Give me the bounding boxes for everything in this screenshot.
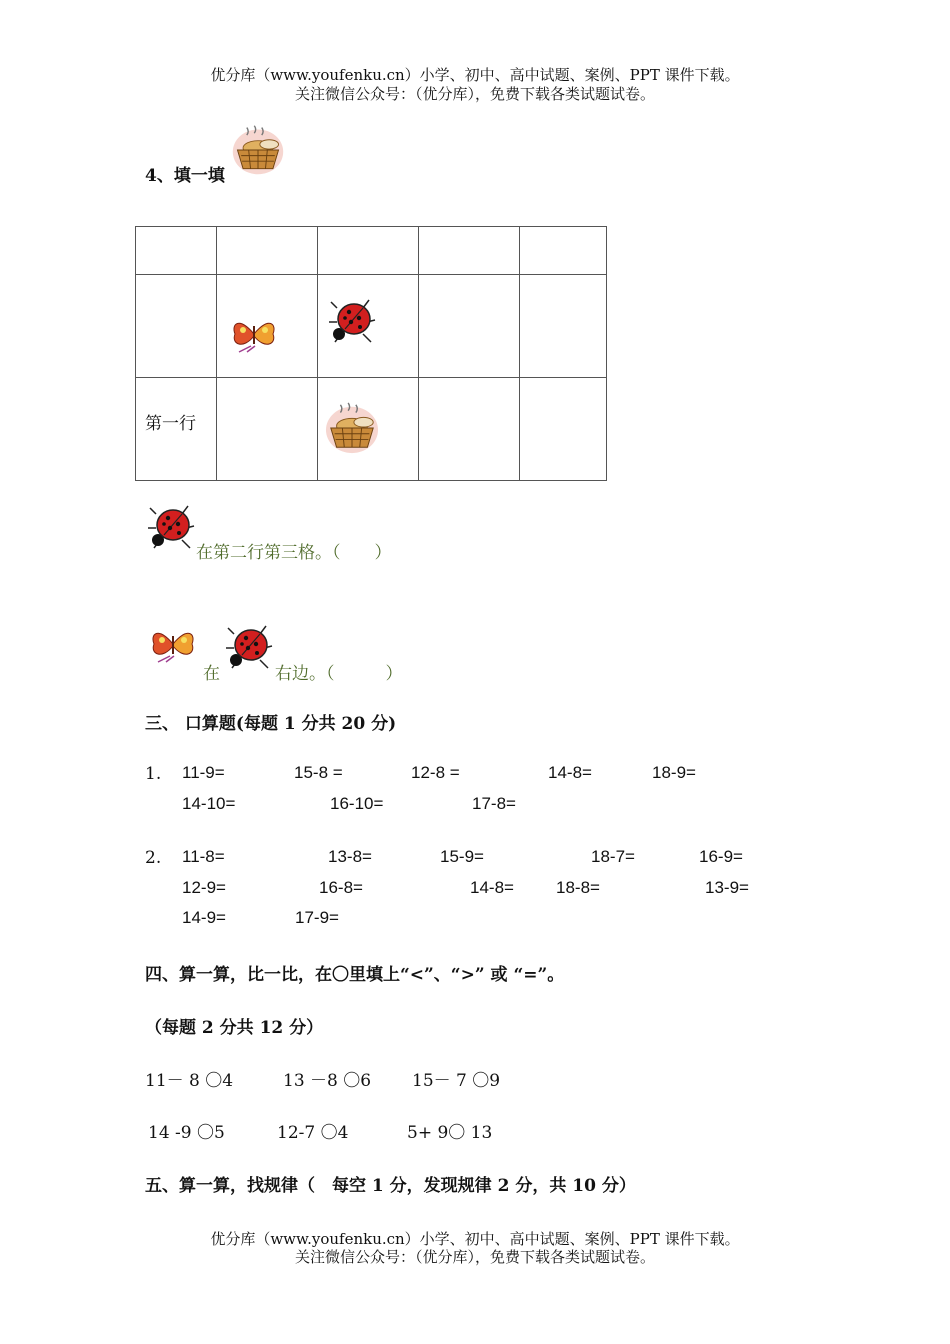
grid-cell <box>217 227 318 275</box>
grid-cell <box>136 378 217 481</box>
q2-number: 2. <box>145 848 162 868</box>
footer-line-2: 关注微信公众号：（优分库），免费下载各类试题试卷。 <box>294 1248 655 1266</box>
section-3-title: 三、 口算题(每题 1 分共 20 分) <box>145 714 397 734</box>
grid-cell <box>318 227 419 275</box>
grid-cell <box>520 378 607 481</box>
grid-cell <box>136 275 217 378</box>
row-label: 第一行 <box>145 413 196 434</box>
math-item: 15-9= <box>440 847 484 866</box>
math-item: 16-8= <box>319 878 363 897</box>
math-item: 11-9= <box>182 763 225 782</box>
math-item: 15-8 = <box>294 763 343 782</box>
math-item: 11-8= <box>182 847 225 866</box>
footer-line-1: 优分库（www.youfenku.cn）小学、初中、高中试题、案例、PPT 课件下载。 <box>210 1230 740 1248</box>
question-1: 在第二行第三格。（ ） <box>196 543 392 563</box>
math-item: 14-8= <box>470 878 514 897</box>
math-item: 16-10= <box>330 794 384 813</box>
math-item: 13-9= <box>705 878 749 897</box>
q1-number: 1. <box>145 764 162 784</box>
compare-item: 13 －8 〇6 <box>283 1071 372 1091</box>
compare-item: 14 -9 〇5 <box>148 1123 225 1143</box>
math-item: 16-9= <box>699 847 743 866</box>
section-4-compare-subtitle: （每题 2 分共 12 分） <box>145 1018 324 1038</box>
header-line-2: 关注微信公众号：（优分库），免费下载各类试题试卷。 <box>294 85 655 103</box>
ladybug-icon <box>146 502 196 552</box>
header-line-1: 优分库（www.youfenku.cn）小学、初中、高中试题、案例、PPT 课件下载。 <box>210 66 740 84</box>
ladybug-icon <box>224 622 274 672</box>
basket-icon <box>323 401 381 455</box>
math-item: 17-9= <box>295 908 339 927</box>
grid-cell <box>419 378 520 481</box>
section-5-title: 五、算一算，找规律（ 每空 1 分，发现规律 2 分，共 10 分） <box>145 1176 636 1196</box>
grid-cell <box>136 227 217 275</box>
compare-item: 11－ 8 〇4 <box>145 1071 234 1091</box>
math-item: 18-8= <box>556 878 600 897</box>
math-item: 17-8= <box>472 794 516 813</box>
question-2-part-2: 右边。（ ） <box>275 664 403 684</box>
math-item: 12-9= <box>182 878 226 897</box>
grid-cell <box>520 275 607 378</box>
math-item: 13-8= <box>328 847 372 866</box>
compare-item: 12-7 〇4 <box>277 1123 349 1143</box>
butterfly-icon <box>229 314 279 354</box>
grid-cell <box>217 378 318 481</box>
math-item: 14-9= <box>182 908 226 927</box>
compare-item: 15－ 7 〇9 <box>412 1071 501 1091</box>
section-4-compare-title: 四、算一算，比一比，在〇里填上“<”、“>” 或 “=”。 <box>145 965 565 985</box>
math-item: 14-8= <box>548 763 592 782</box>
ladybug-icon <box>327 296 377 346</box>
compare-item: 5+ 9〇 13 <box>407 1123 493 1143</box>
basket-icon <box>230 123 286 177</box>
math-item: 18-7= <box>591 847 635 866</box>
grid-cell <box>520 227 607 275</box>
grid-cell <box>419 275 520 378</box>
question-2-part-1: 在 <box>203 664 220 684</box>
butterfly-icon <box>148 624 198 664</box>
grid-cell <box>419 227 520 275</box>
math-item: 14-10= <box>182 794 236 813</box>
section-4-title: 4、填一填 <box>145 166 225 186</box>
math-item: 12-8 = <box>411 763 460 782</box>
math-item: 18-9= <box>652 763 696 782</box>
